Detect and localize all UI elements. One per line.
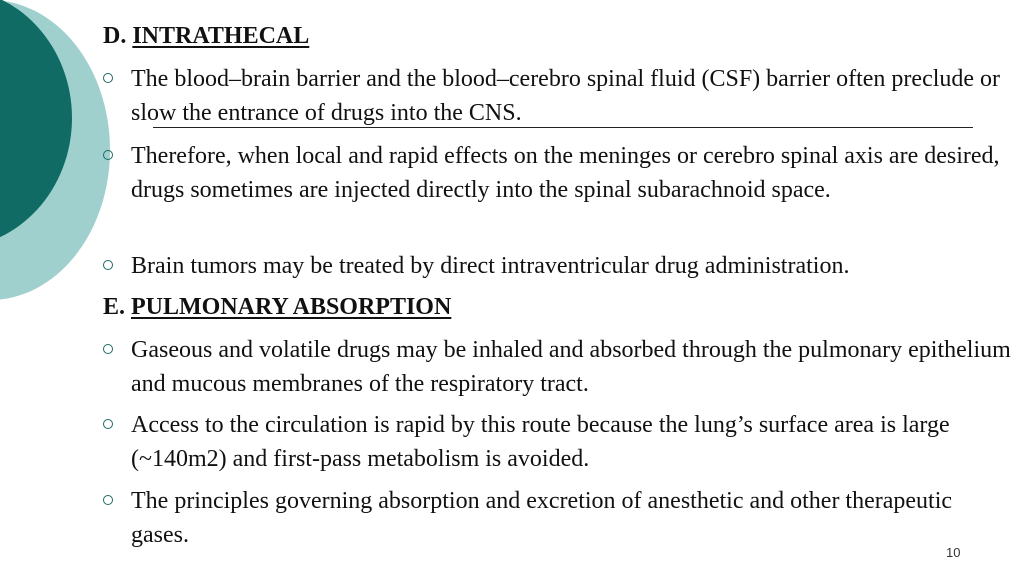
bullet-text: Therefore, when local and rapid effects on the meninges or cerebro spinal axis are desired, drugs sometimes are injected directly into the spinal subarachnoid space. — [131, 143, 1000, 203]
circle-bullet-icon — [103, 495, 113, 505]
circle-bullet-icon — [103, 419, 113, 429]
page-number: 10 — [946, 545, 961, 560]
divider-line — [153, 127, 973, 128]
bullet-text: Access to the circulation is rapid by this route because the lung’s surface area is large (~140m2) and first-pass metabolism is avoided. — [131, 412, 950, 472]
bullet-item — [131, 249, 1011, 283]
section-d-letter: D. — [103, 23, 127, 49]
bullet-item — [131, 484, 1011, 552]
section-d-heading — [103, 21, 309, 51]
section-e-letter: E. — [103, 294, 126, 320]
bullet-text: The principles governing absorption and excretion of anesthetic and other therapeutic gases. — [131, 488, 953, 548]
circle-bullet-icon — [103, 344, 113, 354]
circle-bullet-icon — [103, 73, 113, 83]
section-e-title: PULMONARY ABSORPTION — [131, 294, 452, 320]
section-d-title: INTRATHECAL — [132, 23, 310, 49]
circle-bullet-icon — [103, 260, 113, 270]
bullet-text: Gaseous and volatile drugs may be inhaled and absorbed through the pulmonary epithelium and mucous membranes of the respiratory tract. — [131, 337, 1011, 397]
bullet-item — [131, 139, 1011, 207]
bullet-item — [131, 333, 1011, 401]
section-e-heading — [103, 292, 451, 322]
bullet-item — [131, 408, 1011, 476]
circle-bullet-icon — [103, 150, 113, 160]
bullet-text: The blood–brain barrier and the blood–cerebro spinal fluid (CSF) barrier often preclude or slow the entrance of drugs into the CNS. — [131, 66, 1001, 126]
bullet-text: Brain tumors may be treated by direct intraventricular drug administration. — [131, 253, 850, 279]
bullet-item — [131, 62, 1011, 130]
